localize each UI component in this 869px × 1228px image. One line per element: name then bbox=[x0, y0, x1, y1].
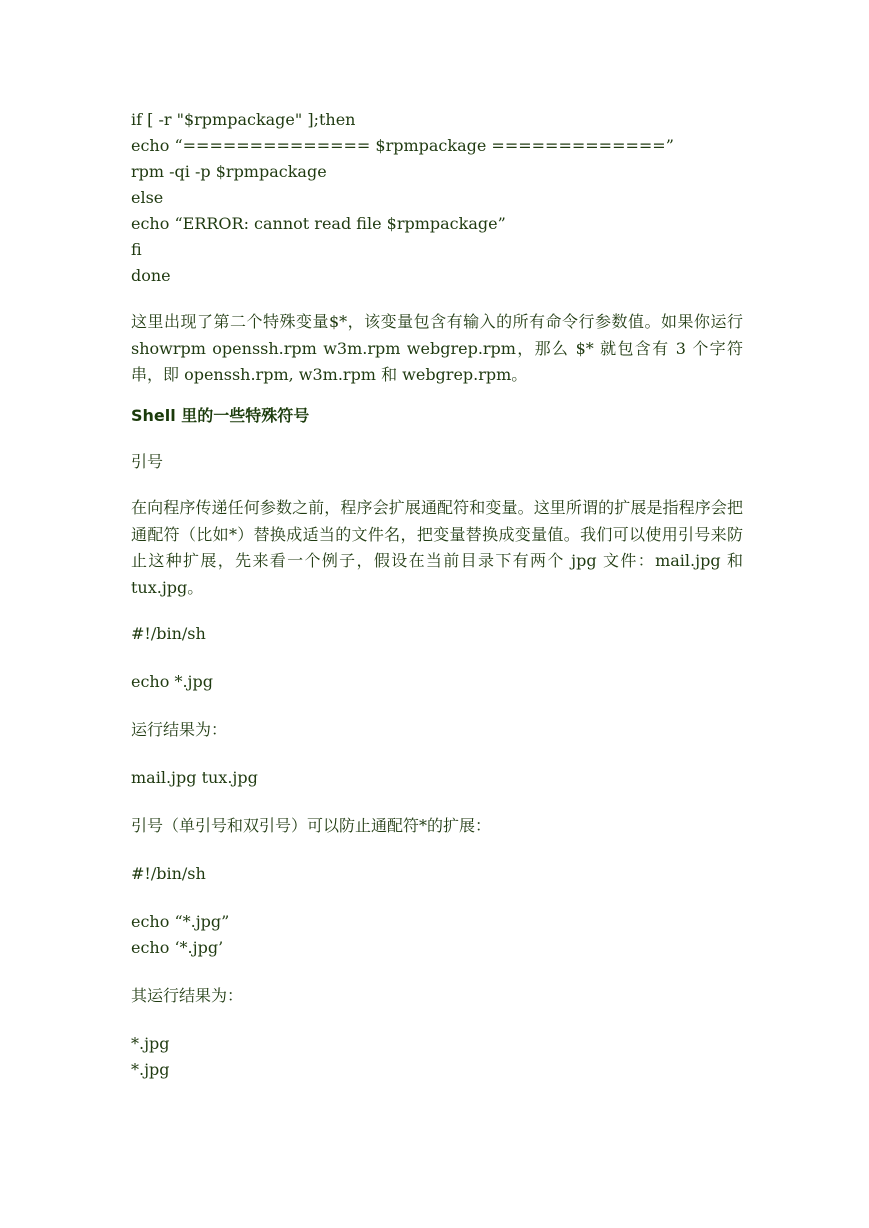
code-line: done bbox=[131, 266, 171, 285]
document-content bbox=[131, 107, 743, 1083]
example-2-command: echo “*.jpg” bbox=[131, 912, 230, 931]
code-line: fi bbox=[131, 240, 142, 259]
code-line: rpm -qi -p $rpmpackage bbox=[131, 162, 327, 181]
example-2-result: *.jpg bbox=[131, 1034, 170, 1053]
example-1-command: echo *.jpg bbox=[131, 672, 213, 691]
code-line: echo “============== $rpmpackage =============” bbox=[131, 136, 674, 155]
example-1-result: mail.jpg tux.jpg bbox=[131, 768, 258, 787]
example-2-result-label: 其运行结果为： bbox=[131, 986, 244, 1005]
section-heading: Shell 里的一些特殊符号 bbox=[131, 405, 310, 425]
code-line: if [ -r "$rpmpackage" ];then bbox=[131, 110, 356, 129]
subheading-quotes: 引号 bbox=[131, 451, 164, 471]
code-line: echo “ERROR: cannot read file $rpmpackage” bbox=[131, 214, 506, 233]
code-line: else bbox=[131, 188, 164, 207]
example-1-shebang: #!/bin/sh bbox=[131, 624, 206, 643]
paragraph-expansion: 在向程序传递任何参数之前，程序会扩展通配符和变量。这里所谓的扩展是指程序会把通配符（比如*）替换成适当的文件名，把变量替换成变量值。我们可以使用引号来防止这种扩展，先来看一个例子，假设在当前目录下有两个 jpg 文件：mail.jpg 和 tux.jpg。 bbox=[131, 498, 743, 597]
example-1-result-label: 运行结果为： bbox=[131, 720, 228, 739]
example-2-shebang: #!/bin/sh bbox=[131, 864, 206, 883]
code-block-rpm-loop bbox=[131, 107, 743, 289]
paragraph-special-variable: 这里出现了第二个特殊变量$*，该变量包含有输入的所有命令行参数值。如果你运行 showrpm openssh.rpm w3m.rpm webgrep.rpm，那么 $* 就包含有 3 个字符串，即 openssh.rpm, w3m.rpm 和 webgrep.rpm。 bbox=[131, 312, 743, 384]
example-2-result: *.jpg bbox=[131, 1060, 170, 1079]
paragraph-quotes-prevent: 引号（单引号和双引号）可以防止通配符*的扩展： bbox=[131, 816, 492, 835]
example-2-command: echo ‘*.jpg’ bbox=[131, 938, 224, 957]
